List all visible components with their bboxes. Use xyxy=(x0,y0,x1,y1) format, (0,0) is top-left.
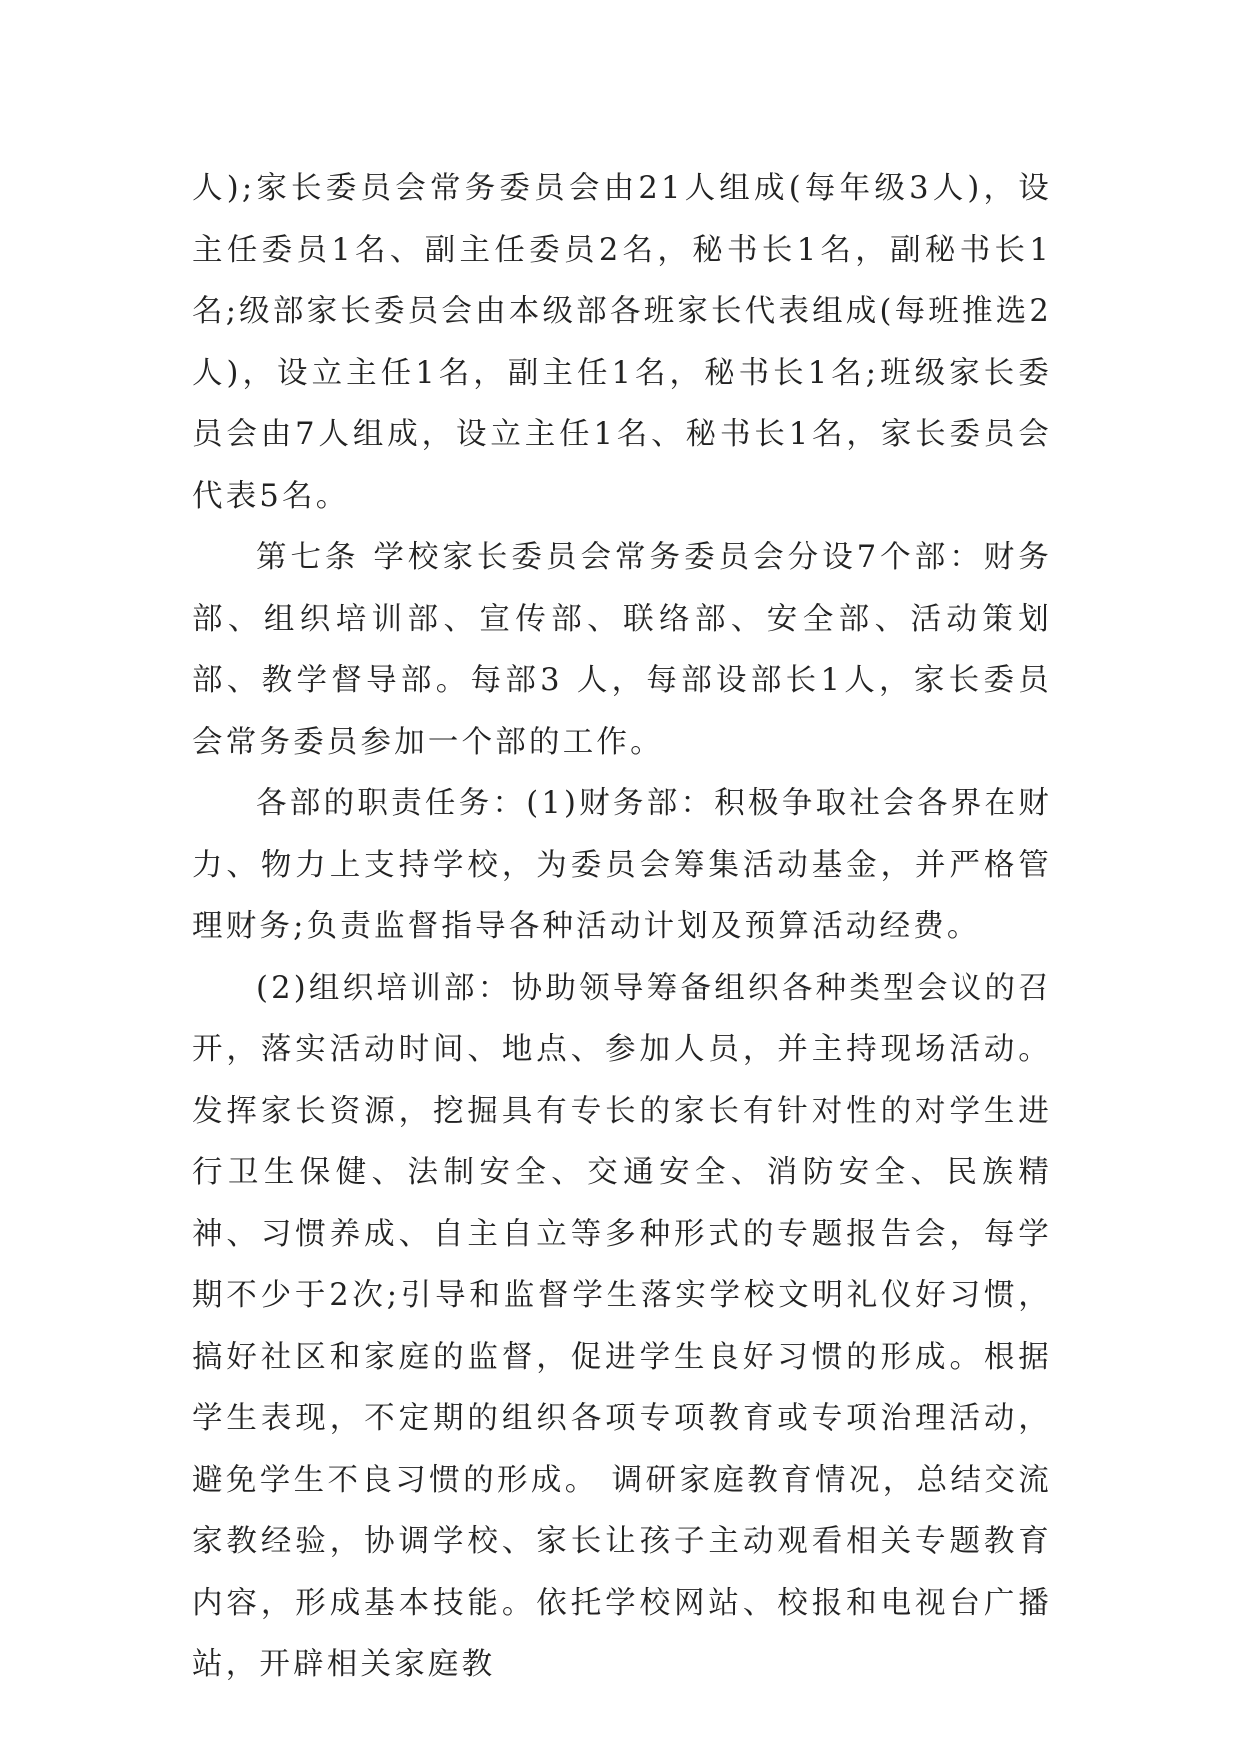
document-body xyxy=(192,158,1052,1696)
paragraph-1: 人);家长委员会常务委员会由21人组成(每年级3人)，设主任委员1名、副主任委员2名，秘书长1名，副秘书长1名;级部家长委员会由本级部各班家长代表组成(每班推选2人)，设立主任1名，副主任1名，秘书长1名;班级家长委员会由7人组成，设立主任1名、秘书长1名，家长委员会代表5名。 xyxy=(192,171,1052,514)
paragraph-3: 各部的职责任务：(1)财务部：积极争取社会各界在财力、物力上支持学校，为委员会筹集活动基金，并严格管理财务;负责监督指导各种活动计划及预算活动经费。 xyxy=(192,786,1052,944)
paragraph-2: 第七条 学校家长委员会常务委员会分设7个部：财务部、组织培训部、宣传部、联络部、安全部、活动策划部、教学督导部。每部3 人，每部设部长1人，家长委员会常务委员参加一个部的工作。 xyxy=(192,540,1052,760)
paragraph-4: (2)组织培训部：协助领导筹备组织各种类型会议的召开，落实活动时间、地点、参加人员，并主持现场活动。发挥家长资源，挖掘具有专长的家长有针对性的对学生进行卫生保健、法制安全、交通安全、消防安全、民族精神、习惯养成、自主自立等多种形式的专题报告会，每学期不少于2次;引导和监督学生落实学校文明礼仪好习惯，搞好社区和家庭的监督，促进学生良好习惯的形成。根据学生表现，不定期的组织各项专项教育或专项治理活动，避免学生不良习惯的形成。 调研家庭教育情况，总结交流家教经验，协调学校、家长让孩子主动观看相关专题教育内容，形成基本技能。依托学校网站、校报和电视台广播站，开辟相关家庭教 xyxy=(192,970,1052,1682)
